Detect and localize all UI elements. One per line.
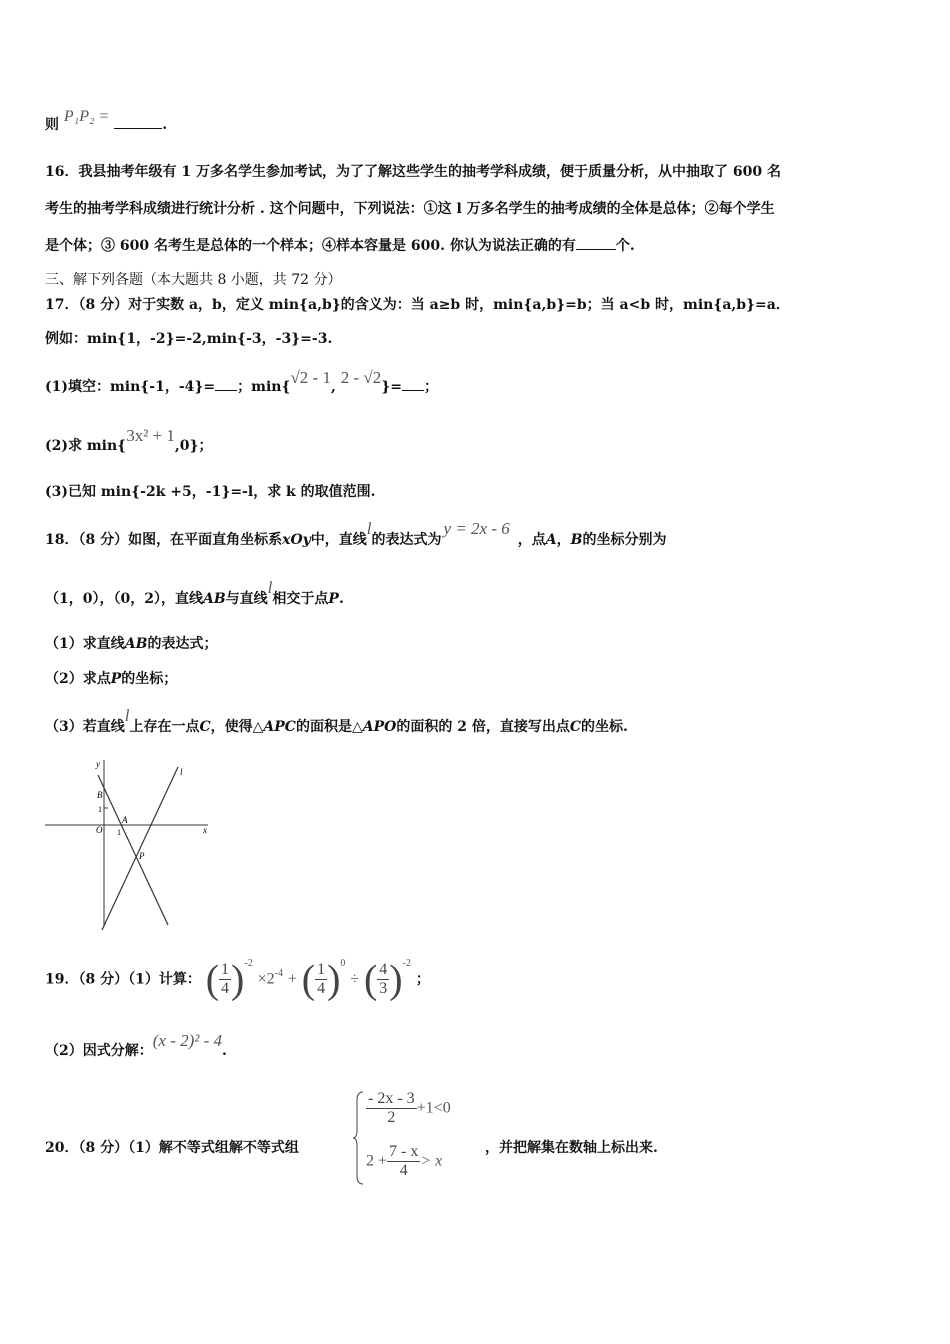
sqrt2-minus-1: √2 - 1 bbox=[290, 368, 331, 387]
q17-part1: (1)填空：min{-1，-4}= ；min{√2 - 1, 2 - √2}= ； bbox=[45, 368, 438, 395]
q18-sub2: （2）求点P的坐标； bbox=[45, 671, 178, 687]
q16-line3: 是个体；③ 600 名考生是总体的一个样本；④样本容量是 600. 你认为说法正确的有 个. bbox=[45, 238, 635, 254]
answer-blank bbox=[402, 390, 424, 391]
y-tick-label: 1 bbox=[98, 805, 102, 814]
section-heading: 三、解下列各题（本大题共 8 小题，共 72 分） bbox=[45, 272, 342, 288]
origin-label: O bbox=[96, 825, 103, 835]
y-axis-label: y bbox=[96, 759, 100, 769]
q20-prefix: 20．（8 分）（1）解不等式组解不等式组 bbox=[45, 1140, 299, 1156]
q18-line2: （1，0），（0，2），直线AB与直线l相交于点P. bbox=[45, 578, 344, 607]
inequality-1: $\frac{- 2x - 3}{2}$ +1<0 bbox=[368, 1090, 451, 1126]
line-l-label: l bbox=[180, 767, 183, 777]
q16-line1: 16．我县抽考年级有 1 万多名学生参加考试，为了了解这些学生的抽考学科成绩，便于质量分析，从中抽取了 600 名 bbox=[45, 164, 781, 180]
q19-line2: （2）因式分解：(x - 2)² - 4. bbox=[45, 1031, 227, 1059]
fraction-one-quarter: $\frac{1}{4}$ bbox=[221, 961, 230, 998]
q18-sub1: （1）求直线AB的表达式； bbox=[45, 636, 218, 652]
inequality-2: 2 + $\frac{7 - x}{4}$ > x bbox=[366, 1143, 443, 1179]
line-ab bbox=[98, 775, 168, 925]
point-b-label: B bbox=[97, 790, 103, 800]
q18-sub3: （3）若直线l上存在一点C，使得△APC的面积是△APO的面积的 2 倍，直接写出点C的坐标. bbox=[45, 706, 628, 735]
line-l bbox=[102, 767, 178, 930]
answer-blank bbox=[114, 128, 162, 129]
q17-line1: 17．（8 分）对于实数 a，b，定义 min{a,b}的含义为：当 a≥b 时，min{a,b}=b；当 a<b 时，min{a,b}=a． bbox=[45, 297, 790, 313]
coordinate-graph bbox=[40, 755, 220, 935]
q17-part2: (2)求 min{3x² + 1,0}； bbox=[45, 426, 213, 454]
q17-part3: (3)已知 min{-2k +5，-1}=-l，求 k 的取值范围. bbox=[45, 484, 376, 500]
q20-suffix: ，并把解集在数轴上标出来. bbox=[485, 1140, 658, 1156]
point-p-label: P bbox=[139, 851, 145, 861]
system-brace bbox=[353, 1090, 365, 1186]
q18-line1: 18．（8 分）如图，在平面直角坐标系xOy中，直线l的表达式为y = 2x - 6，点A，B的坐标分别为 bbox=[45, 519, 667, 548]
answer-blank bbox=[215, 390, 237, 391]
x-tick-label: 1 bbox=[117, 828, 121, 837]
x-axis-label: x bbox=[203, 825, 207, 835]
fraction-one-quarter: $\frac{1}{4}$ bbox=[317, 961, 326, 998]
two-minus-sqrt2: 2 - √2 bbox=[340, 368, 382, 387]
q15-tail: 则 P₁P₂ = . bbox=[45, 108, 168, 133]
line-equation: y = 2x - 6 bbox=[443, 519, 510, 538]
factor-expression: (x - 2)² - 4 bbox=[152, 1031, 223, 1050]
q19-line1: 19．（8 分）（1）计算： ( $\frac{1}{4}$ )$^{-2} \times 2^{-4}$ + ( $\frac{1}{4}$ )$^0$ ÷ ( $\frac{4}{3}$ )$^{-2}$ ； bbox=[45, 956, 430, 1002]
answer-blank bbox=[576, 249, 616, 250]
q17-line2: 例如：min{1，-2}=-2,min{-3，-3}=-3. bbox=[45, 331, 333, 347]
point-a-label: A bbox=[122, 815, 128, 825]
quadratic-expression: 3x² + 1 bbox=[126, 426, 175, 445]
p1p2-expression: P₁P₂ = bbox=[63, 108, 110, 125]
fraction-four-thirds: $\frac{4}{3}$ bbox=[379, 961, 388, 998]
q16-line2: 考生的抽考学科成绩进行统计分析 . 这个问题中，下列说法：①这 l 万多名学生的抽考成绩的全体是总体；②每个学生 bbox=[45, 201, 775, 217]
